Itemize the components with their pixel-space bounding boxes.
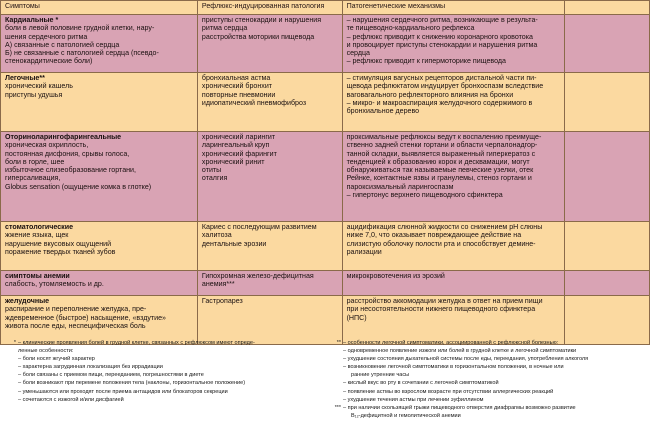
mechanism-line: расстройство аккомодации желудка в ответ на прием пищи	[346, 297, 543, 305]
symptom-line: боли в левой половине грудной клетки, нару-	[5, 24, 155, 33]
symptom-line: приступы удушья	[5, 90, 63, 99]
cell-empty	[564, 271, 649, 296]
pathology-line: халитоза	[201, 231, 232, 240]
footnote-marker: *	[13, 340, 16, 346]
symptom-line: Globus sensation (ощущение комка в глотке)	[5, 182, 152, 191]
footnote-text: B₁₂-дефицитной и гемолитической анемии	[351, 412, 461, 419]
mechanism-line: – нарушения сердечного ритма, возникающие в результа-	[346, 16, 538, 24]
footnote-line	[329, 404, 646, 412]
mechanism-line: при несостоятельности нижнего пищеводного сфинктера	[346, 305, 536, 314]
table-row	[1, 271, 650, 296]
cell-empty	[564, 15, 649, 73]
footnote-text: – уменьшаются или проходят после приема антацидов или блокаторов секреции	[18, 388, 228, 395]
symptom-line: живота после еды, неспецифическая боль	[5, 321, 146, 330]
footnote-line	[329, 388, 646, 396]
footnote-line	[329, 363, 646, 371]
symptom-line: нарушение вкусовых ощущений	[5, 239, 112, 248]
footnote-text: – кислый вкус во рту в сочетании с легочной симптоматикой	[343, 380, 499, 387]
cell-reflux-induced-pathology	[197, 15, 342, 73]
footnote-text: – боли возникают при перемене положения тела (наклоны, горизонтальное положение)	[18, 380, 246, 387]
symptom-category-title: желудочные	[5, 297, 50, 305]
footnote-text: – боли связаны с приемом пищи, перееданием, погрешностями в диете	[18, 372, 204, 379]
footnote-text: – боли носят жгучий характер	[18, 356, 95, 363]
footnote-text: – ухудшение течения астмы при лечении эуфиллином	[343, 396, 484, 403]
mechanism-line: – рефлюкс приводит к гипермоторике пищевода	[346, 57, 506, 66]
mechanism-line: ацидификация слюнной жидкости со снижением pH слюны	[346, 223, 543, 231]
mechanism-line: тенденцией к образованию корок и десквамации, могут	[346, 157, 530, 166]
footnote-text: – появление астмы во взрослом возрасте при отсутствии аллергических реакций	[343, 388, 554, 395]
footnote-line	[4, 379, 321, 387]
footnote-line	[4, 339, 321, 347]
footnote-text: – клинические проявления болей в грудной клетке, связанных с рефлюксом имеют опреде-	[18, 340, 255, 346]
pathology-line: приступы стенокардии и нарушения	[201, 16, 322, 24]
footnote-line	[329, 379, 646, 387]
pathology-line: повторные пневмонии	[201, 90, 276, 99]
symptom-line: хроническая охриплость,	[5, 141, 89, 150]
symptom-line: слабость, утомляемость и др.	[5, 280, 104, 289]
symptom-category-title: Оториноларингофарингеальные	[5, 133, 122, 141]
symptom-category-title: Легочные**	[5, 74, 45, 82]
cell-reflux-induced-pathology	[197, 132, 342, 222]
symptom-category-title: стоматологические	[5, 223, 74, 231]
mechanism-line: – рефлюкс приводит к снижению коронарного кровотока	[346, 32, 533, 41]
pathology-line: ритма сердца	[201, 24, 248, 33]
pathology-line: ларингеальный круп	[201, 141, 270, 150]
symptom-line: боли в горле, шее	[5, 157, 65, 166]
table-row	[1, 222, 650, 271]
column-header-symptoms: Симптомы	[1, 1, 198, 15]
footnote-marker: **	[336, 340, 341, 346]
mechanism-line: ваговагального рефлекторного влияния на бронхи	[346, 90, 514, 99]
column-header-pathogenetic-mechanisms: Патогенетические механизмы	[342, 1, 564, 15]
symptom-line: ждевременное (быстрое) насыщение, «вздутие»	[5, 313, 166, 322]
pathology-line: хронический бронхит	[201, 82, 273, 91]
cell-symptoms	[1, 73, 198, 132]
mechanism-line: – микро- и макроаспирация желудочного содержимого в	[346, 98, 533, 107]
cell-reflux-induced-pathology	[197, 271, 342, 296]
footnotes-column-right	[325, 336, 650, 439]
symptom-line: распирание и переполнение желудка, пре-	[5, 305, 147, 314]
footnote-line	[329, 339, 646, 347]
footnote-text: – одновременное появление изжоги или болей в грудной клетке и легочной симптоматики	[343, 348, 577, 355]
cell-empty	[564, 222, 649, 271]
footnote-line	[4, 396, 321, 404]
pathology-line: Гастропарез	[201, 297, 243, 305]
mechanism-line: сердца	[346, 49, 370, 58]
footnote-text: ленные особенности:	[18, 348, 74, 355]
symptom-line: избыточное слизеобразование гортани,	[5, 166, 136, 175]
footnote-line	[4, 355, 321, 363]
footnote-text: – ухудшение состояния дыхательной системы после еды, переедания, употребления алкоголя	[343, 356, 589, 363]
footnote-line	[329, 347, 646, 355]
mechanism-line: ниже 7,0, что оказывает повреждающее действие на	[346, 231, 522, 240]
mechanism-line: – гипертонус верхнего пищеводного сфинктера	[346, 191, 503, 200]
mechanism-line: микрокровотечения из эрозий	[346, 272, 445, 280]
cell-pathogenetic-mechanisms	[342, 271, 564, 296]
footnotes-block	[0, 336, 650, 439]
mechanism-line: те пищеводно-кардиального рефлекса	[346, 24, 475, 33]
column-header-empty	[564, 1, 649, 15]
symptom-line: постоянная дисфония, срывы голоса,	[5, 149, 130, 158]
symptom-line: гиперсаливация,	[5, 174, 61, 183]
cell-reflux-induced-pathology	[197, 73, 342, 132]
footnote-line	[329, 355, 646, 363]
pathology-line: Гипохромная железо-дефицитная	[201, 272, 314, 280]
mechanism-line: Рейнке, контактные язвы и гранулемы, стеноз гортани и	[346, 174, 532, 183]
pathology-line: дентальные эрозии	[201, 239, 267, 248]
cell-symptoms	[1, 15, 198, 73]
symptom-line: А) связанные с патологией сердца	[5, 40, 120, 49]
symptom-line: хронический кашель	[5, 82, 73, 91]
mechanism-line: (НПС)	[346, 313, 367, 322]
cell-reflux-induced-pathology	[197, 222, 342, 271]
mechanism-line: и провоцирует приступы стенокардии и нарушения ритма	[346, 40, 538, 49]
column-header-reflux-induced-pathology: Рефлюкс-индуцированная патология	[197, 1, 342, 15]
footnote-line	[4, 347, 321, 355]
mechanism-line: слизистую оболочку полости рта и способствует демине-	[346, 239, 536, 248]
footnote-text: – сочетаются с изжогой и/или дисфагией	[18, 396, 124, 403]
footnote-line	[329, 396, 646, 404]
mechanism-line: бронхиальное дерево	[346, 107, 420, 116]
footnote-line	[4, 388, 321, 396]
symptom-category-title: симптомы анемии	[5, 272, 70, 280]
symptom-line: жжение языка, щек	[5, 231, 69, 240]
footnote-text: – при наличии скользящей грыжи пищеводного отверстия диафрагмы возможно развитие	[343, 404, 576, 411]
footnote-text: – возникновение легочной симптоматики в горизонтальном положении, в ночные или	[343, 364, 564, 371]
mechanism-line: ственно задней стенки гортани и области черпалонадгор-	[346, 141, 538, 150]
footnote-text: – особенности легочной симптоматики, ассоциированной с рефлюксной болезнью:	[343, 340, 559, 346]
footnote-line	[4, 371, 321, 379]
footnote-line	[329, 412, 646, 420]
cell-pathogenetic-mechanisms	[342, 222, 564, 271]
cell-pathogenetic-mechanisms	[342, 15, 564, 73]
footnotes-column-left	[0, 336, 325, 439]
pathology-line: идиопатический пневмофиброз	[201, 98, 307, 107]
mechanism-line: проксимальные рефлюксы ведут к воспалению преимуще-	[346, 133, 542, 141]
symptom-line: Б) не связанные с патологией сердца (псевдо-	[5, 49, 159, 58]
pathology-line: бронхиальная астма	[201, 74, 271, 82]
header-row	[1, 1, 650, 15]
mechanism-line: пароксизмальный ларингоспазм	[346, 182, 454, 191]
footnote-line	[4, 363, 321, 371]
symptom-category-title: Кардиальные *	[5, 16, 59, 24]
cell-empty	[564, 132, 649, 222]
pathology-line: оталгия	[201, 174, 228, 183]
footnote-marker: ***	[334, 404, 341, 411]
table-row	[1, 132, 650, 222]
pathology-line: расстройства моторики пищевода	[201, 32, 315, 41]
mechanism-line: танной складки, выявляется выраженный гиперкератоз с	[346, 149, 536, 158]
cell-empty	[564, 73, 649, 132]
cell-pathogenetic-mechanisms	[342, 73, 564, 132]
table-body	[1, 15, 650, 345]
table-header	[1, 1, 650, 15]
symptom-line: поражение твердых тканей зубов	[5, 247, 116, 256]
mechanism-line: щевода рефлюктатом индуцирует бронхоспазм вследствие	[346, 82, 544, 91]
cell-symptoms	[1, 271, 198, 296]
mechanism-line: обнаруживаться так называемые певческие узелки, отек	[346, 166, 534, 175]
symptom-line: шения сердечного ритма	[5, 32, 88, 41]
table-row	[1, 15, 650, 73]
pathology-line: Кариес с последующим развитием	[201, 223, 317, 231]
pathology-line: хронический ринит	[201, 157, 265, 166]
mechanism-line: рализации	[346, 247, 382, 256]
cell-symptoms	[1, 132, 198, 222]
pathology-line: отиты	[201, 166, 222, 175]
cell-pathogenetic-mechanisms	[342, 132, 564, 222]
footnote-text: ранние утренние часы	[351, 372, 410, 379]
pathology-line: хронический ларингит	[201, 133, 276, 141]
pathology-line: анемия***	[201, 280, 235, 289]
footnote-line	[329, 371, 646, 379]
table-row	[1, 73, 650, 132]
footnote-text: – характерна загрудинная локализация без иррадиации	[18, 364, 163, 371]
symptom-line: стенокардитические боли)	[5, 57, 93, 66]
cell-symptoms	[1, 222, 198, 271]
mechanism-line: – стимуляция вагусных рецепторов дистальной части пи-	[346, 74, 537, 82]
pathology-line: хронический фарингит	[201, 149, 277, 158]
